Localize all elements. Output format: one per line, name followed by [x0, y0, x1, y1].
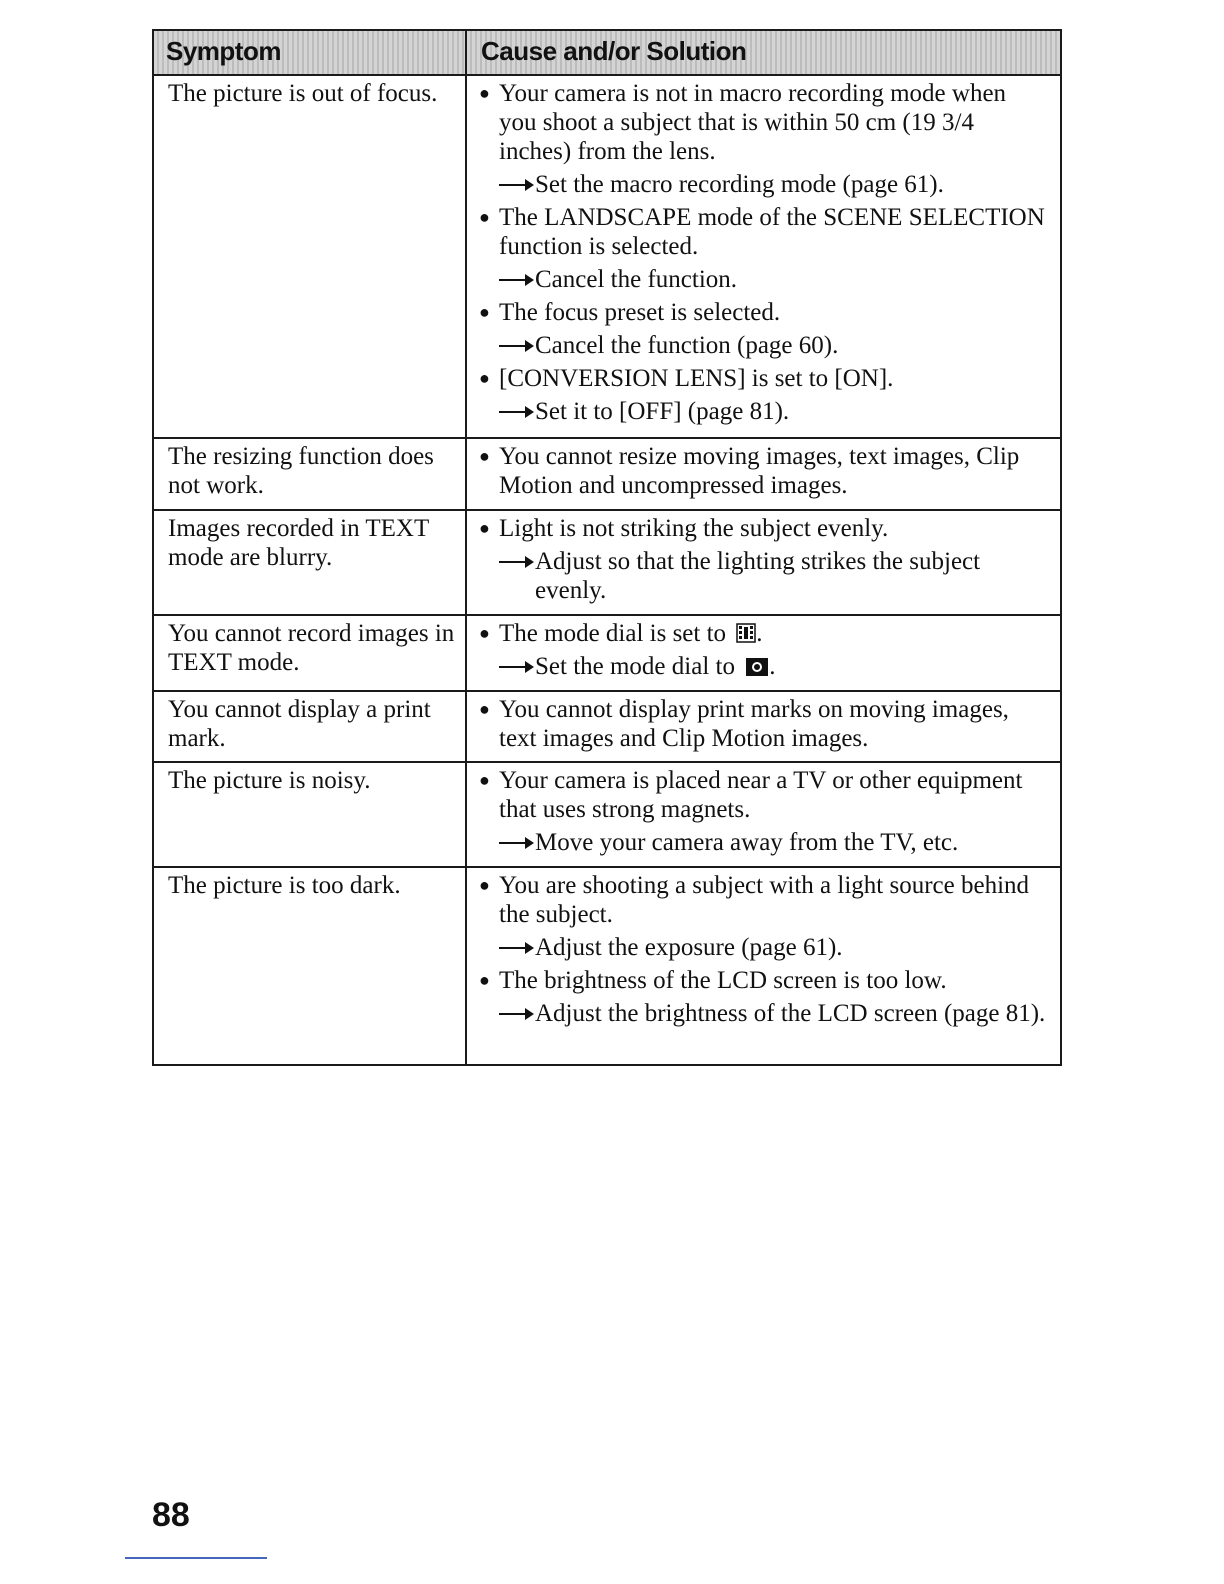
bullet-icon: ● [479, 770, 490, 790]
bullet-icon: ● [479, 875, 490, 895]
cause-item [479, 619, 1048, 648]
cause-item [479, 442, 1048, 500]
solution-text-part: Set the mode dial to [535, 653, 735, 680]
cause-cell [467, 439, 1060, 509]
arrow-right-icon [499, 933, 535, 962]
solution-text: Set the macro recording mode (page 61). [535, 171, 944, 198]
solution-text: Cancel the function (page 60). [535, 332, 839, 359]
symptom-cell: The resizing function does not work. [154, 439, 467, 509]
solution-line [479, 652, 1048, 681]
arrow-right-icon [499, 170, 535, 199]
table-row [154, 509, 1060, 614]
bullet-icon: ● [479, 623, 490, 643]
table-row [154, 690, 1060, 761]
table-row [154, 614, 1060, 690]
bullet-icon: ● [479, 83, 490, 103]
bullet-icon: ● [479, 699, 490, 719]
solution-line [479, 933, 1048, 962]
arrow-right-icon [499, 652, 535, 681]
symptom-cell: You cannot display a print mark. [154, 692, 467, 761]
cause-text: The LANDSCAPE mode of the SCENE SELECTION function is selected. [499, 204, 1045, 260]
table-row [154, 437, 1060, 509]
solution-line [479, 397, 1048, 426]
solution-text: Set the mode dial to . [535, 653, 776, 680]
cause-text: The focus preset is selected. [499, 299, 781, 326]
solution-text: Adjust the exposure (page 61). [535, 934, 843, 961]
cause-cell [467, 692, 1060, 761]
solution-text: Move your camera away from the TV, etc. [535, 829, 959, 856]
bullet-icon: ● [479, 970, 490, 990]
symptom-cell: The picture is too dark. [154, 868, 467, 1064]
table-row [154, 74, 1060, 437]
cause-item [479, 695, 1048, 753]
solution-text: Adjust so that the lighting strikes the subject evenly. [535, 548, 981, 604]
cause-text: You cannot resize moving images, text images, Clip Motion and uncompressed images. [499, 443, 1020, 499]
solution-text: Cancel the function. [535, 266, 738, 293]
cause-item [479, 514, 1048, 543]
cause-solution-header: Cause and/or Solution [467, 31, 1060, 74]
cause-item [479, 364, 1048, 393]
solution-line [479, 170, 1048, 199]
solution-text: Set it to [OFF] (page 81). [535, 398, 790, 425]
movie-mode-icon [736, 622, 756, 644]
cause-cell [467, 616, 1060, 690]
symptom-cell: The picture is noisy. [154, 763, 467, 866]
arrow-right-icon [499, 547, 535, 576]
camera-mode-icon [745, 655, 769, 677]
symptom-header: Symptom [154, 31, 467, 74]
cause-text: Light is not striking the subject evenly. [499, 515, 889, 542]
arrow-right-icon [499, 265, 535, 294]
bullet-icon: ● [479, 207, 490, 227]
solution-line [479, 265, 1048, 294]
cause-text: Your camera is placed near a TV or other equipment that uses strong magnets. [499, 767, 1023, 823]
table-row [154, 866, 1060, 1064]
cause-text: You cannot display print marks on moving images, text images and Clip Motion images. [499, 696, 1009, 752]
cause-item [479, 766, 1048, 824]
arrow-right-icon [499, 828, 535, 857]
arrow-right-icon [499, 397, 535, 426]
bullet-icon: ● [479, 446, 490, 466]
cause-text: [CONVERSION LENS] is set to [ON]. [499, 365, 894, 392]
cause-text-part: The mode dial is set to [499, 620, 727, 647]
troubleshooting-table [152, 29, 1062, 1066]
solution-line [479, 828, 1048, 857]
cause-cell [467, 763, 1060, 866]
solution-text: Adjust the brightness of the LCD screen (page 81). [535, 1000, 1046, 1027]
cause-cell [467, 511, 1060, 614]
bullet-icon: ● [479, 368, 490, 388]
symptom-cell: The picture is out of focus. [154, 76, 467, 437]
symptom-cell: You cannot record images in TEXT mode. [154, 616, 467, 690]
solution-line [479, 999, 1048, 1028]
arrow-right-icon [499, 331, 535, 360]
cause-cell [467, 76, 1060, 437]
bullet-icon: ● [479, 518, 490, 538]
symptom-cell: Images recorded in TEXT mode are blurry. [154, 511, 467, 614]
cause-text: The brightness of the LCD screen is too low. [499, 967, 947, 994]
page-divider [125, 1557, 267, 1559]
cause-item [479, 79, 1048, 166]
page-number: 88 [152, 1496, 190, 1534]
cause-item [479, 966, 1048, 995]
cause-text: The mode dial is set to . [499, 620, 763, 647]
table-header [154, 31, 1060, 74]
arrow-right-icon [499, 999, 535, 1028]
cause-item [479, 203, 1048, 261]
cause-cell [467, 868, 1060, 1064]
bullet-icon: ● [479, 302, 490, 322]
cause-text: Your camera is not in macro recording mode when you shoot a subject that is within 50 cm (19 3/4 inches) from the lens. [499, 80, 1007, 165]
cause-item [479, 298, 1048, 327]
solution-line [479, 331, 1048, 360]
table-row [154, 761, 1060, 866]
cause-text: You are shooting a subject with a light source behind the subject. [499, 872, 1030, 928]
cause-item [479, 871, 1048, 929]
solution-line [479, 547, 1048, 605]
